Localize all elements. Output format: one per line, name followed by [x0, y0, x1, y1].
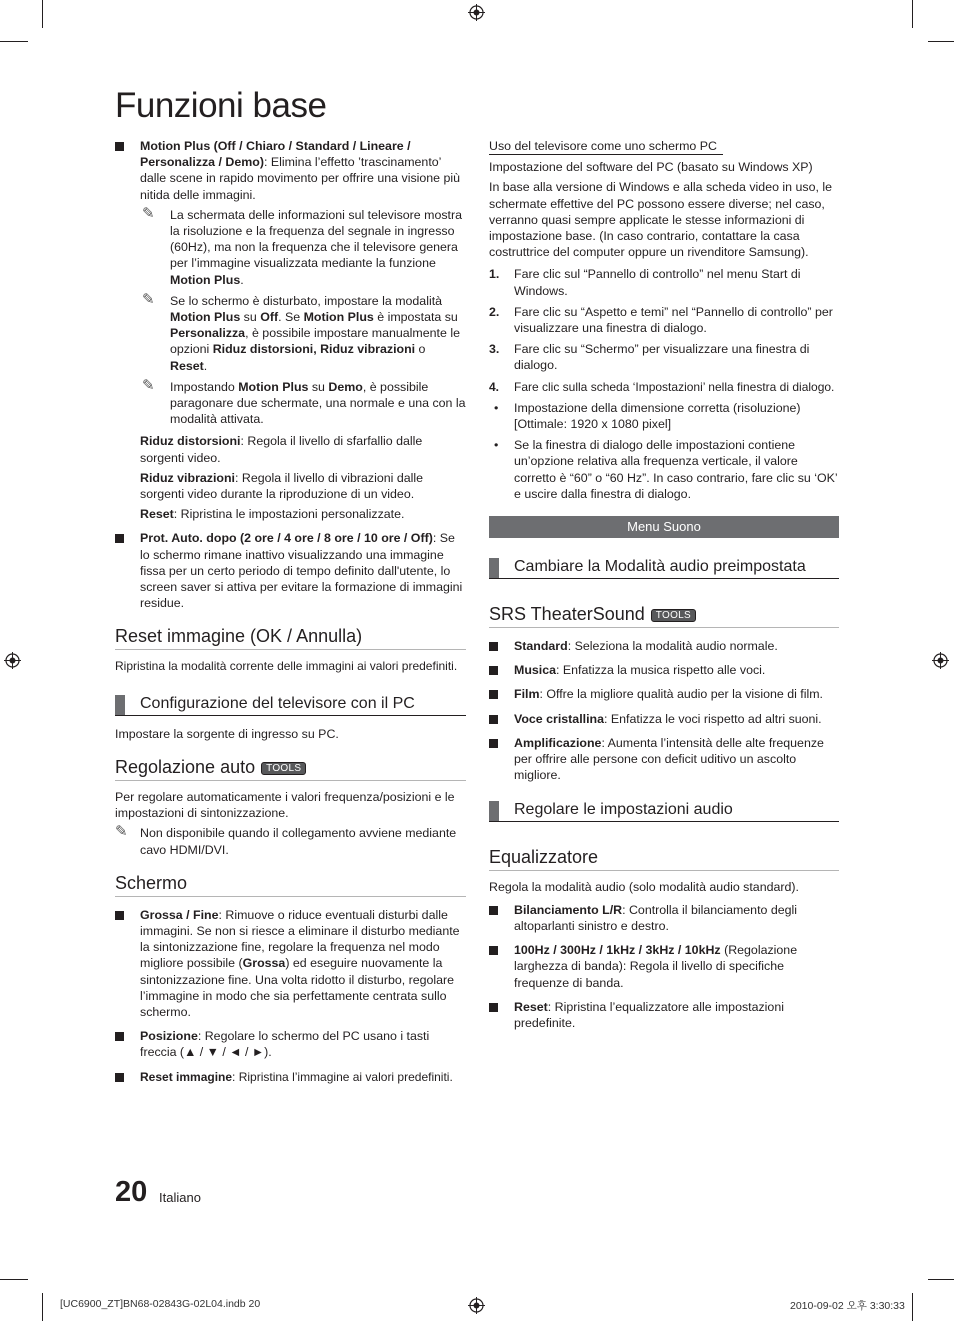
bullet-square-icon [489, 739, 498, 748]
config-pc-text: Impostare la sorgente di ingresso su PC. [115, 726, 339, 741]
bullet-square-icon [489, 906, 498, 915]
heading-bar [489, 801, 499, 821]
bullet-square-icon [489, 666, 498, 675]
reset-immagine-label: Reset immagine [140, 1069, 233, 1084]
step-text: Fare clic sulla scheda ‘Impostazioni’ nella finestra di dialogo. [514, 379, 835, 394]
srs-item-text: : Offre la migliore qualità audio per la visione di film. [539, 687, 823, 702]
eq-item-text: (Regolazione larghezza di banda): Regola il livello di specifiche frequenze di banda. [514, 943, 798, 990]
srs-item-label: Film [514, 687, 540, 702]
menu-suono-banner: Menu Suono [489, 516, 839, 538]
pencil-note-icon: ✎ [115, 823, 128, 841]
regolazione-auto-text: Per regolare automaticamente i valori frequenza/posizioni e le impostazioni di sintonizzazione. [115, 789, 455, 821]
step-text: Fare clic su “Aspetto e temi” nel “Pannello di controllo” per visualizzare una finestra di dialogo. [514, 304, 833, 336]
note-text: su [308, 379, 329, 394]
note-text: Non disponibile quando il collegamento avviene mediante cavo HDMI/DVI. [140, 826, 457, 857]
bullet-square-icon [115, 142, 124, 151]
tools-icon: TOOLS [261, 762, 306, 775]
posizione-label: Posizione [140, 1029, 198, 1044]
note-text: Impostando [170, 379, 239, 394]
step-number: 3. [489, 342, 500, 357]
uso-pc-paragraph: In base alla versione di Windows e alla scheda video in uso, le schermate effettive del PC possono essere diverse; nel caso, verranno quasi sempre applicate le stesse informazioni di impostazione base. (In caso contrario, contattare la casa costruttrice del computer oppure un rivenditore Samsung). [489, 180, 833, 260]
note-text: è impostata su [373, 310, 458, 325]
note-text: , è possibile impostare manualmente le opzioni [170, 326, 460, 357]
grossa-text: : Rimuove o riduce eventuali disturbi dalle immagini. Se non si riesce a eliminare il disturbo mediante la sintonizzazione fine, regolare la frequenza nel modo migliore possibile ( [140, 907, 460, 971]
srs-item-label: Standard [514, 639, 568, 654]
step-item [489, 379, 839, 395]
note-text: . [240, 272, 244, 287]
section-heading-schermo: Schermo [115, 872, 466, 897]
srs-item-label: Voce cristallina [514, 711, 604, 726]
note-text: La schermata delle informazioni sul televisore mostra la risoluzione e la frequenza del segnale in ingresso (60Hz), ma non la frequenza che il televisore genera per l’immagine visualizzata mediante la funzione [170, 207, 462, 271]
sub-item [140, 470, 466, 502]
eq-item-text: : Controlla il bilanciamento degli altoparlanti sinistro e destro. [514, 902, 798, 933]
crop-mark [912, 1293, 913, 1321]
note-bold: Reset [170, 358, 204, 373]
heading-bar [115, 695, 125, 715]
step-number: 1. [489, 267, 500, 282]
sub-item-label: Reset [140, 507, 174, 522]
list-item-grossa-fine [115, 907, 466, 1020]
prot-auto-text: : Se lo schermo rimane inattivo visualizzando una immagine fissa per un certo periodo di tempo definito dall'utente, lo screen saver si attiva per evitare la formazione di immagini residue. [140, 531, 463, 611]
file-info: [UC6900_ZT]BN68-02843G-02L04.indb 20 [60, 1298, 261, 1310]
note-bold: Demo [328, 379, 363, 394]
section-heading-regolazione-auto [115, 756, 466, 781]
sub-item-label: Riduz distorsioni [140, 434, 241, 449]
pencil-note-icon: ✎ [142, 376, 155, 394]
list-item-srs [489, 711, 839, 727]
pencil-note-icon: ✎ [142, 204, 155, 222]
note-text: o [415, 342, 426, 357]
grossa-label: Grossa / Fine [140, 907, 219, 922]
posizione-text: : Regolare lo schermo del PC usano i tasti freccia (▲ / ▼ / ◄ / ►). [140, 1029, 430, 1060]
list-item-srs [489, 735, 839, 784]
srs-item-label: Amplificazione [514, 735, 602, 750]
bullet-square-icon [489, 690, 498, 699]
crop-mark [0, 41, 28, 42]
list-item-posizione [115, 1028, 466, 1060]
sub-item-text: : Regola il livello di sfarfallio dalle sorgenti video. [140, 434, 423, 465]
bullet-square-icon [115, 1073, 124, 1082]
note-bold: Motion Plus [170, 310, 241, 325]
registration-mark-icon [468, 4, 485, 21]
prot-auto-label: Prot. Auto. dopo (2 ore / 4 ore / 8 ore / 10 ore / Off) [140, 531, 433, 546]
bullet-square-icon [489, 946, 498, 955]
step-item [489, 304, 839, 336]
step-item [489, 266, 839, 298]
bullet-square-icon [489, 715, 498, 724]
list-item-eq [489, 942, 839, 991]
list-item-eq [489, 999, 839, 1031]
note-bold: Riduz distorsioni, Riduz vibrazioni [212, 342, 416, 357]
srs-item-text: : Enfatizza le voci rispetto ad altri suoni. [604, 711, 822, 726]
note-text: Se lo schermo è disturbato, impostare la modalità [170, 293, 443, 308]
note-text: , è possibile paragonare due schermate, una normale e una con la modalità attivata. [170, 379, 466, 427]
dot-item [489, 437, 839, 502]
right-column [489, 138, 839, 1039]
bullet-dot-icon: • [494, 400, 499, 415]
uso-pc-line1: Impostazione del software del PC (basato su Windows XP) [489, 160, 813, 175]
cambiare-heading-text: Cambiare la Modalità audio preimpostata [514, 558, 806, 576]
uso-pc-heading: Uso del televisore come uno schermo PC [489, 138, 723, 155]
step-number: 2. [489, 304, 500, 319]
note [115, 825, 466, 857]
srs-item-text: : Aumenta l’intensità delle alte frequenze per offrire alle persone con deficit uditivo un ascolto migliore. [514, 735, 824, 783]
page-title: Funzioni base [115, 86, 327, 125]
bullet-dot-icon: • [494, 438, 499, 453]
note [140, 204, 466, 288]
step-text: Fare clic su “Schermo” per visualizzare una finestra di dialogo. [514, 342, 810, 373]
eq-item-label: 100Hz / 300Hz / 1kHz / 3kHz / 10kHz [514, 943, 721, 958]
subsection-heading-config-pc [115, 693, 466, 716]
bullet-square-icon [115, 1032, 124, 1041]
registration-mark-icon [468, 1297, 485, 1314]
motion-plus-label: Motion Plus (Off / Chiaro / Standard / Lineare / Personalizza / Demo) [140, 139, 411, 170]
bullet-square-icon [489, 1003, 498, 1012]
language-label: Italiano [159, 1190, 201, 1205]
subsection-heading-cambiare [489, 556, 839, 579]
step-text: Fare clic sul “Pannello di controllo” nel menu Start di Windows. [514, 267, 801, 298]
tools-icon: TOOLS [651, 609, 696, 622]
grossa-bold: Grossa [242, 956, 286, 971]
sub-item-text: : Ripristina le impostazioni personalizzate. [173, 507, 405, 522]
list-item-srs [489, 638, 839, 654]
note-bold: Motion Plus [238, 379, 309, 394]
crop-mark [42, 0, 43, 28]
note-text: . [203, 358, 208, 373]
note-bold: Personalizza [170, 326, 246, 341]
motion-plus-text: : Elimina l’effetto ’trascinamento’ dalle scene in rapido movimento per offrire una visione più nitida delle immagini. [140, 155, 461, 202]
bullet-square-icon [115, 911, 124, 920]
config-pc-heading-text: Configurazione del televisore con il PC [140, 694, 415, 712]
page-number: 20 [115, 1176, 148, 1208]
left-column [115, 138, 466, 1093]
list-item-srs [489, 686, 839, 702]
dot-text: Impostazione della dimensione corretta (risoluzione) [Ottimale: 1920 x 1080 pixel] [514, 400, 801, 432]
list-item-prot-auto [115, 530, 466, 611]
srs-item-label: Musica [514, 663, 557, 678]
srs-item-text: : Enfatizza la musica rispetto alle voci. [556, 663, 766, 678]
equalizzatore-text: Regola la modalità audio (solo modalità audio standard). [489, 880, 799, 895]
grossa-text: ) ed eseguire nuovamente la sintonizzazione fine. Una volta ridotto il disturbo, regolare l’immagine in modo che sia perfettamente centrata sullo schermo. [140, 956, 455, 1019]
crop-mark [928, 1279, 954, 1280]
note-text: . Se [278, 310, 304, 325]
section-heading-srs [489, 603, 839, 628]
sub-item [140, 506, 466, 522]
step-item [489, 341, 839, 373]
registration-mark-icon [4, 652, 21, 669]
bullet-square-icon [489, 642, 498, 651]
crop-mark [0, 1279, 28, 1280]
bullet-square-icon [115, 534, 124, 543]
note-text: su [240, 310, 261, 325]
eq-item-label: Reset [514, 999, 548, 1014]
list-item-srs [489, 662, 839, 678]
sub-item-label: Riduz vibrazioni [140, 470, 235, 485]
registration-mark-icon [932, 652, 949, 669]
section-heading-equalizzatore: Equalizzatore [489, 846, 839, 871]
list-item-eq [489, 902, 839, 934]
subsection-heading-regolare [489, 799, 839, 822]
section-heading-reset-immagine: Reset immagine (OK / Annulla) [115, 625, 466, 650]
note [140, 290, 466, 374]
list-item-motion-plus [115, 138, 466, 522]
note [140, 376, 466, 428]
pencil-note-icon: ✎ [142, 290, 155, 308]
note-bold: Off [260, 310, 279, 325]
regolazione-auto-heading-text: Regolazione auto [115, 756, 256, 777]
srs-item-text: : Seleziona la modalità audio normale. [567, 639, 778, 654]
crop-mark [928, 41, 954, 42]
heading-bar [489, 558, 499, 578]
dot-item [489, 400, 839, 432]
eq-item-text: : Ripristina l’equalizzatore alle impostazioni predefinite. [514, 999, 784, 1030]
list-item-reset-immagine [115, 1069, 466, 1085]
crop-mark [912, 0, 913, 28]
reset-immagine-item-text: : Ripristina l’immagine ai valori predefiniti. [232, 1069, 453, 1084]
sub-item [140, 433, 466, 465]
print-timestamp: 2010-09-02 오후 3:30:33 [790, 1300, 905, 1312]
note-bold: Motion Plus [303, 310, 374, 325]
crop-mark [42, 1293, 43, 1321]
sub-item-text: : Regola il livello di vibrazioni dalle sorgenti video durante la riproduzione di un video. [140, 470, 424, 502]
srs-heading-text: SRS TheaterSound [489, 604, 645, 625]
regolare-heading-text: Regolare le impostazioni audio [514, 801, 733, 819]
eq-item-label: Bilanciamento L/R [514, 902, 623, 917]
dot-text: Se la finestra di dialogo delle impostazioni contiene un’opzione relativa alla frequenza verticale, il valore corretto è “60” o “60 Hz”. In caso contrario, fare clic su ‘OK’ e uscire dalla finestra di dialogo. [514, 438, 838, 501]
step-number: 4. [489, 379, 500, 394]
note-bold: Motion Plus [170, 272, 241, 287]
reset-immagine-text: Ripristina la modalità corrente delle immagini ai valori predefiniti. [115, 659, 458, 674]
